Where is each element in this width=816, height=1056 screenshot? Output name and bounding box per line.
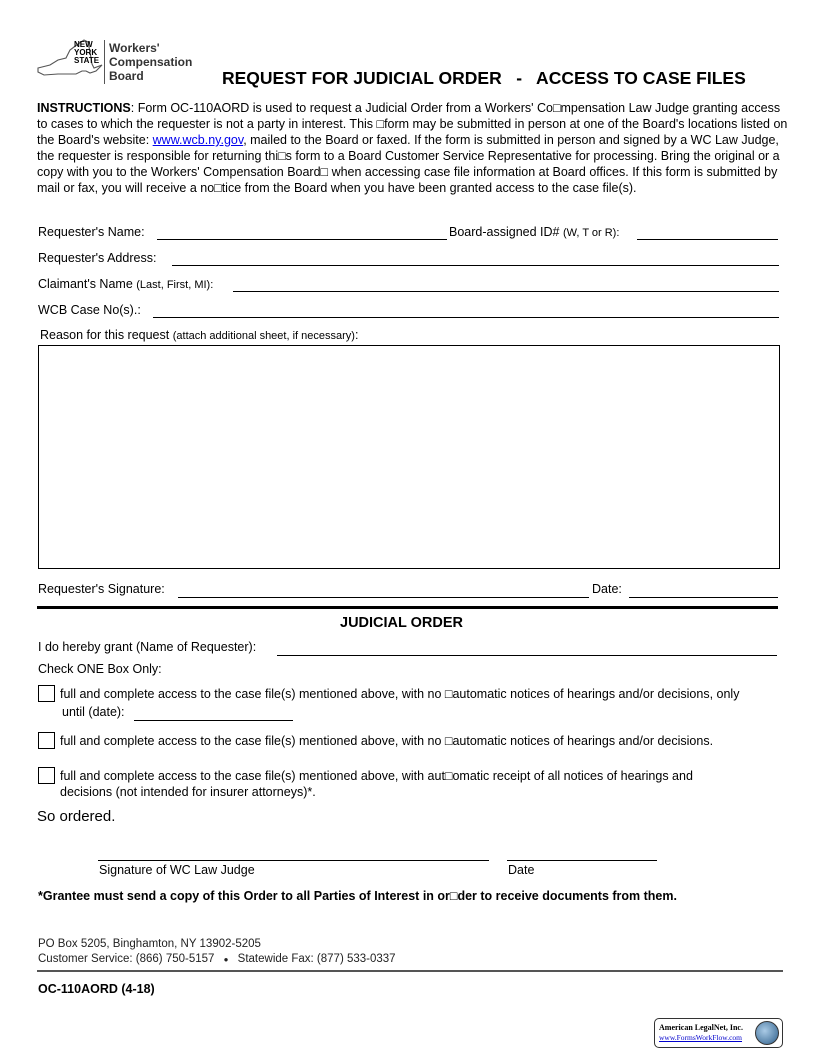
grant-label: I do hereby grant (Name of Requester): [38, 640, 257, 654]
logo-org-text [109, 41, 192, 83]
judge-signature-label: Signature of WC Law Judge [99, 863, 255, 877]
board-id-label-text: Board-assigned ID# [449, 225, 560, 239]
board-id-hint: (W, T or R): [562, 227, 620, 239]
reason-colon: : [354, 328, 359, 342]
logo-state-line1: NEW [74, 40, 93, 49]
website-link[interactable]: www.wcb.ny.gov [152, 133, 244, 147]
footer-divider [37, 970, 783, 972]
claimant-name-hint: (Last, First, MI): [136, 279, 214, 291]
option1-checkbox[interactable] [38, 685, 55, 702]
vendor-badge[interactable] [654, 1018, 783, 1048]
judge-signature-field[interactable] [98, 860, 489, 861]
logo-state-text [74, 41, 99, 65]
vendor-badge-url[interactable]: www.FormsWorkFlow.com [659, 1033, 743, 1042]
reason-hint: (attach additional sheet, if necessary) [172, 330, 355, 342]
section-divider [37, 606, 778, 609]
option2-text: full and complete access to the case file(s) mentioned above, with no □automatic notices of hearings and/or decisions. [60, 734, 714, 748]
logo-org-line1: Workers' [109, 41, 160, 55]
footer-customer-service: Customer Service: (866) 750-5157 [38, 953, 215, 965]
option3-checkbox[interactable] [38, 767, 55, 784]
option2-checkbox[interactable] [38, 732, 55, 749]
judicial-order-heading: JUDICIAL ORDER [340, 615, 463, 631]
globe-icon [755, 1021, 779, 1045]
reason-textarea[interactable] [38, 345, 780, 569]
requester-address-label: Requester's Address: [38, 251, 157, 265]
footer-contact [38, 953, 396, 965]
claimant-name-label [38, 276, 213, 293]
grant-name-field[interactable] [277, 655, 777, 656]
option3-text-line2: decisions (not intended for insurer attorneys)*. [60, 785, 316, 799]
judge-date-label: Date [508, 863, 535, 877]
signature-field[interactable] [178, 597, 589, 598]
case-number-label: WCB Case No(s).: [38, 303, 141, 317]
footer-fax: Statewide Fax: (877) 533-0337 [237, 953, 396, 965]
date-field[interactable] [629, 597, 778, 598]
option1-text-line1: full and complete access to the case file(s) mentioned above, with no □automatic notices of hearings and/or decisions, only [60, 687, 740, 701]
instructions-text-2: , mailed to the Board or faxed. If the form is submitted in person and signed by a WC Law Judge, the requester is responsible for returning thi□s form to a Board Customer Service Representative for processing. Bring the original or a copy with you to the Workers' Compensation Board□ when accessing case file information at Board offices. If this form is submitted by mail or fax, you will receive a no□tice from the Board when you have been granted access to the case file(s). [37, 133, 780, 195]
board-id-field[interactable] [637, 239, 778, 240]
instructions-text-1: : Form OC-110AORD is used to request a Judicial Order from a Workers' Co□mpensation Law Judge granting access to cases to which the requester is not a party in interest. This □form may be submitted in person at one of the Board's locations listed on the Board's website: [37, 101, 788, 147]
requester-name-field[interactable] [157, 239, 447, 240]
form-id: OC-110AORD (4-18) [38, 982, 155, 996]
option1-until-date-field[interactable] [134, 720, 293, 721]
date-label: Date: [592, 582, 622, 596]
board-id-label [449, 224, 619, 241]
page-title: REQUEST FOR JUDICIAL ORDER - ACCESS TO CASE FILES [222, 68, 746, 88]
reason-label [40, 327, 358, 344]
instructions-paragraph [37, 100, 793, 196]
logo-org-line2: Compensation [109, 55, 193, 69]
claimant-name-field[interactable] [233, 291, 779, 292]
grantee-note: *Grantee must send a copy of this Order to all Parties of Interest in or□der to receive documents from them. [38, 889, 677, 903]
case-number-field[interactable] [153, 317, 779, 318]
logo-org-line3: Board [109, 69, 144, 83]
instructions-label: INSTRUCTIONS [37, 101, 131, 115]
footer-bullet: ● [223, 955, 229, 964]
option1-text-line2: until (date): [62, 705, 125, 719]
footer-address: PO Box 5205, Binghamton, NY 13902-5205 [38, 938, 261, 950]
claimant-name-label-text: Claimant's Name [38, 277, 133, 291]
logo-state-line2: YORK [74, 48, 98, 57]
logo-state-line3: STATE [74, 56, 100, 65]
requester-address-field[interactable] [172, 265, 779, 266]
logo-divider [104, 40, 105, 84]
check-one-label: Check ONE Box Only: [38, 662, 162, 676]
judge-date-field[interactable] [507, 860, 657, 861]
requester-name-label: Requester's Name: [38, 225, 145, 239]
option3-text-line1: full and complete access to the case file(s) mentioned above, with aut□omatic receipt of all notices of hearings and [60, 769, 693, 783]
so-ordered-text: So ordered. [37, 808, 116, 825]
vendor-badge-name: American LegalNet, Inc. [659, 1023, 743, 1032]
reason-label-text: Reason for this request [40, 328, 170, 342]
signature-label: Requester's Signature: [38, 582, 165, 596]
